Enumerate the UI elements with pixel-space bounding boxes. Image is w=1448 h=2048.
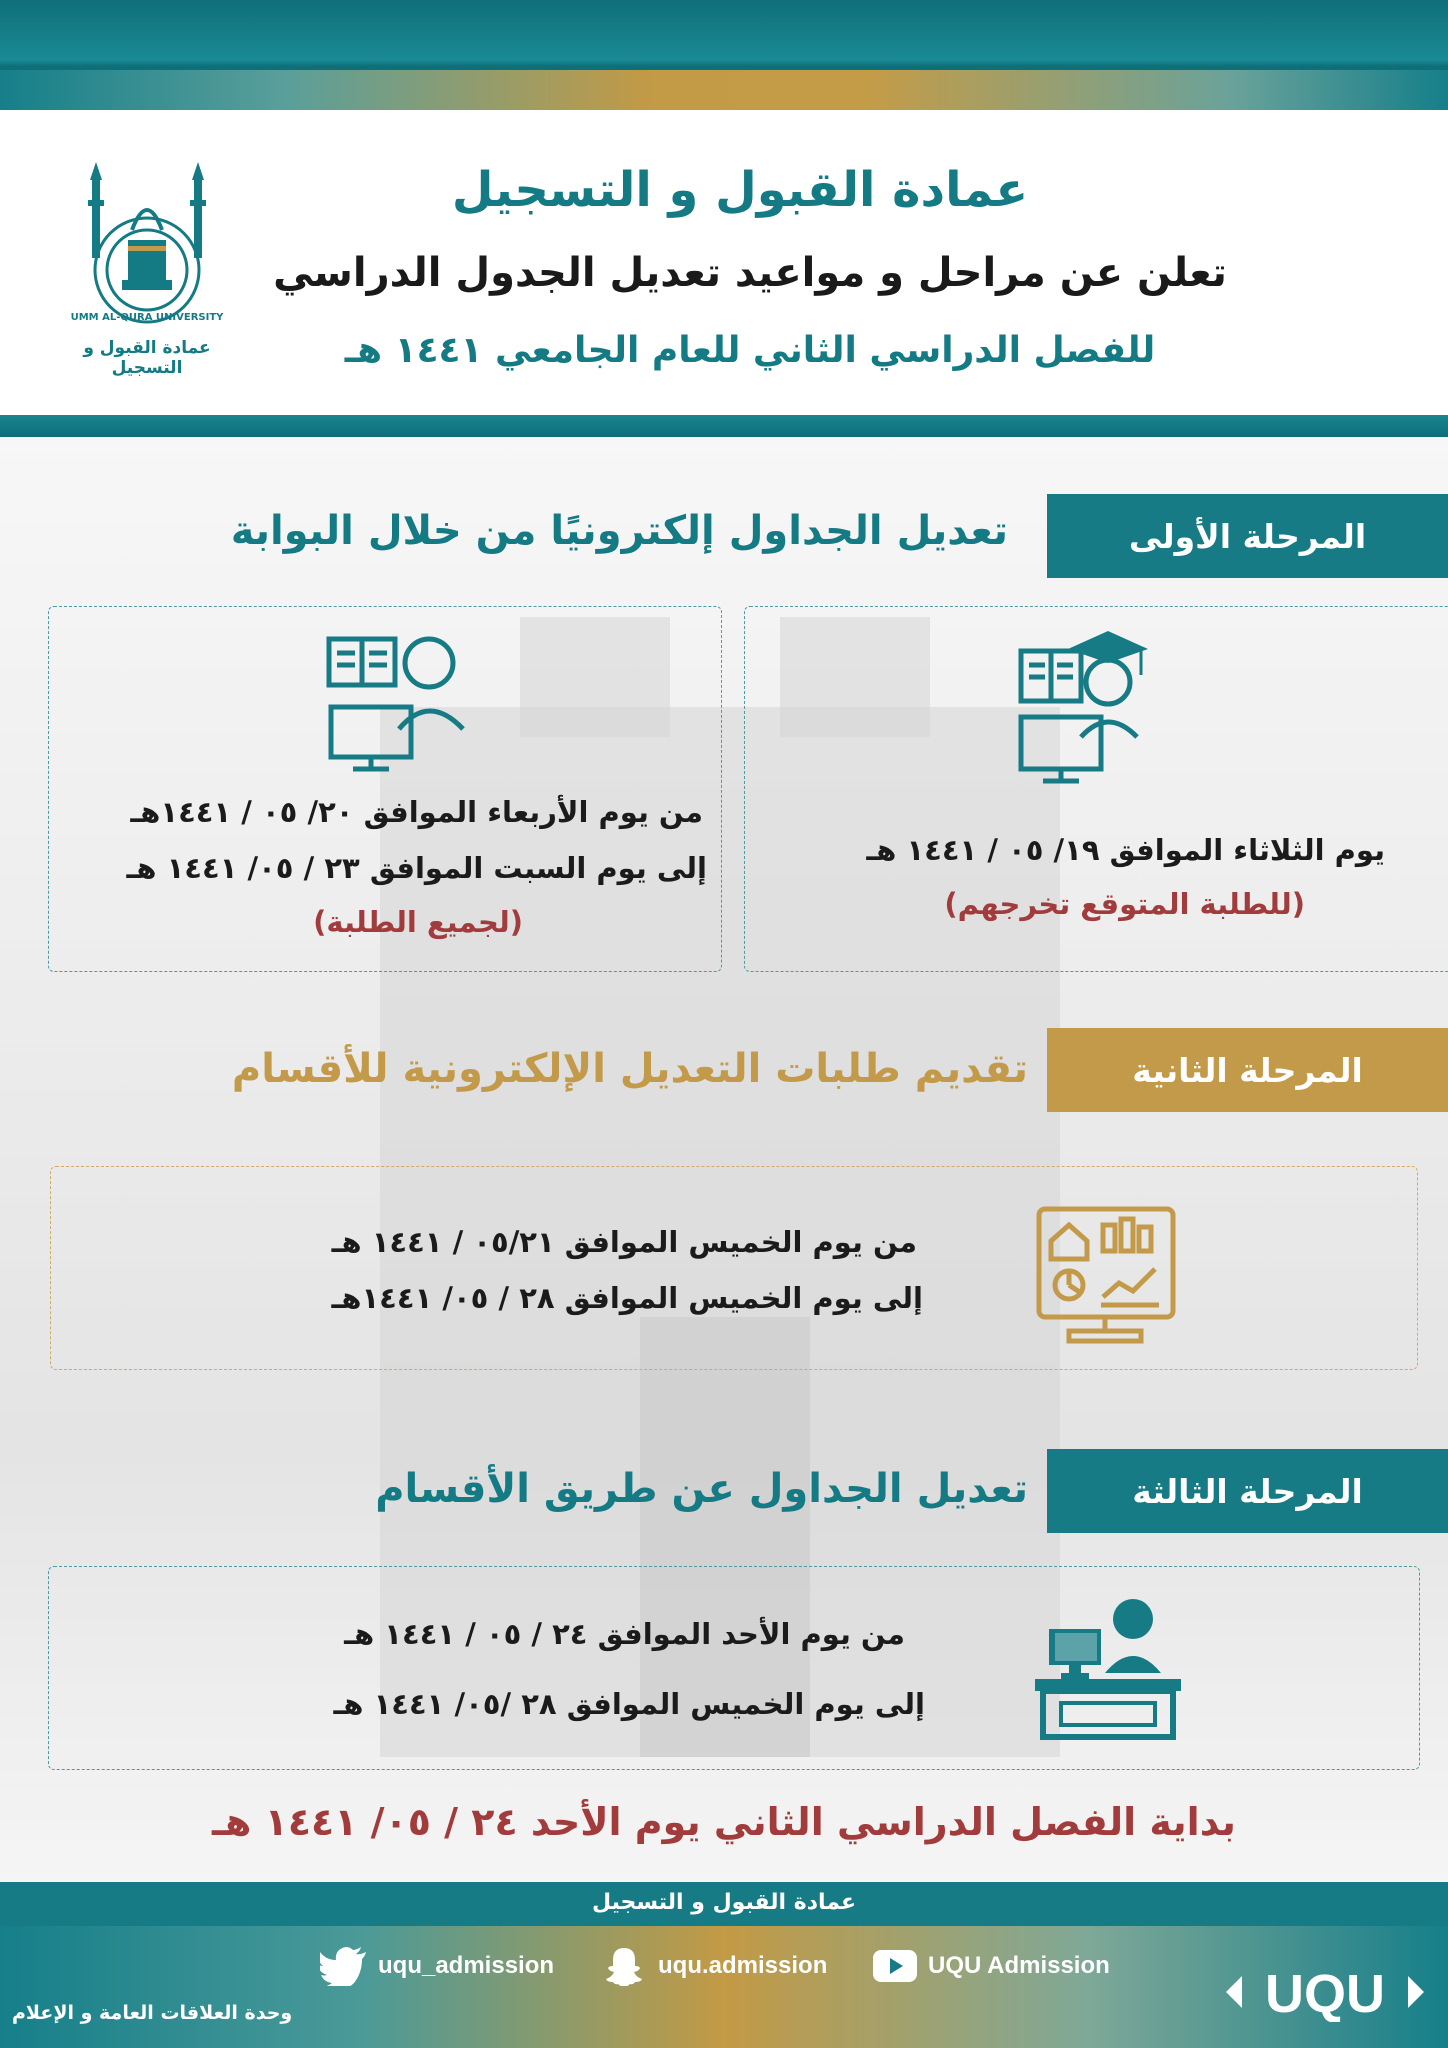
phase3-title: تعديل الجداول عن طريق الأقسام: [375, 1466, 1028, 1512]
header-divider: [0, 415, 1448, 437]
uqu-brand-logo: [1222, 1962, 1428, 2022]
footer-deanship: عمادة القبول و التسجيل: [591, 1890, 857, 1915]
phase1-left-box: [48, 606, 722, 972]
top-band: [0, 0, 1448, 110]
phase1-left-note: (لجميع الطلبة): [313, 905, 523, 939]
dashboard-monitor-icon: [1035, 1205, 1177, 1347]
snapchat-link[interactable]: [604, 1946, 827, 1986]
phase1-right-box: [744, 606, 1448, 972]
phase3-badge: المرحلة الثالثة: [1047, 1449, 1448, 1533]
phase1-badge: المرحلة الأولى: [1047, 494, 1448, 578]
twitter-link[interactable]: [320, 1946, 554, 1986]
phase3-box: [48, 1566, 1420, 1770]
deanship-title: عمادة القبول و التسجيل: [451, 162, 1029, 218]
snapchat-icon: [604, 1946, 644, 1986]
announcement-title: تعلن عن مراحل و مواعيد تعديل الجدول الدراسي: [273, 250, 1227, 296]
phase1-title: تعديل الجداول إلكترونيًا من خلال البوابة: [230, 508, 1008, 554]
graduate-computer-icon: [1013, 627, 1163, 787]
twitter-icon: [320, 1946, 368, 1986]
phase2-title: تقديم طلبات التعديل الإلكترونية للأقسام: [231, 1046, 1028, 1092]
kaaba-emblem-icon: [52, 160, 242, 330]
youtube-channel: UQU Admission: [928, 1952, 1110, 1979]
svg-text:UMM AL-QURA UNIVERSITY: UMM AL-QURA UNIVERSITY: [70, 312, 224, 323]
semester-start-note: بداية الفصل الدراسي الثاني يوم الأحد ٢٤ / ٠٥/ ١٤٤١ هـ: [212, 1800, 1236, 1844]
uqu-wordmark-icon: [1222, 1962, 1428, 2022]
office-desk-icon: [1035, 1593, 1181, 1743]
phase2-date-from: من يوم الخميس الموافق ٠٥/٢١ / ١٤٤١ هـ: [331, 1225, 917, 1259]
svg-text:UQU: UQU: [1265, 1964, 1385, 2022]
logo-caption: عمادة القبول و التسجيل: [83, 338, 211, 378]
phase1-left-date-from: من يوم الأربعاء الموافق ٢٠/ ٠٥ / ١٤٤١هـ: [130, 795, 703, 829]
header: [0, 110, 1448, 415]
youtube-link[interactable]: [872, 1946, 1110, 1986]
twitter-handle: uqu_admission: [378, 1952, 555, 1979]
phase2-badge: المرحلة الثانية: [1047, 1028, 1448, 1112]
student-computer-icon: [325, 629, 475, 779]
phase2-date-to: إلى يوم الخميس الموافق ٢٨ / ٠٥/ ١٤٤١هـ: [331, 1281, 923, 1315]
snapchat-handle: uqu.admission: [658, 1952, 828, 1979]
phase3-date-from: من يوم الأحد الموافق ٢٤ / ٠٥ / ١٤٤١ هـ: [344, 1617, 905, 1651]
phase1-left-date-to: إلى يوم السبت الموافق ٢٣ / ٠٥/ ١٤٤١ هـ: [126, 851, 707, 885]
phase2-box: [50, 1166, 1418, 1370]
youtube-icon: [872, 1949, 918, 1983]
footer-unit: وحدة العلاقات العامة و الإعلام: [12, 2002, 293, 2024]
phase3-date-to: إلى يوم الخميس الموافق ٢٨ /٠٥/ ١٤٤١ هـ: [333, 1687, 925, 1721]
phase1-right-date: يوم الثلاثاء الموافق ١٩/ ٠٥ / ١٤٤١ هـ: [866, 833, 1385, 867]
phase1-right-note: (للطلبة المتوقع تخرجهم): [944, 887, 1305, 921]
semester-title: للفصل الدراسي الثاني للعام الجامعي ١٤٤١ هـ: [344, 330, 1156, 371]
